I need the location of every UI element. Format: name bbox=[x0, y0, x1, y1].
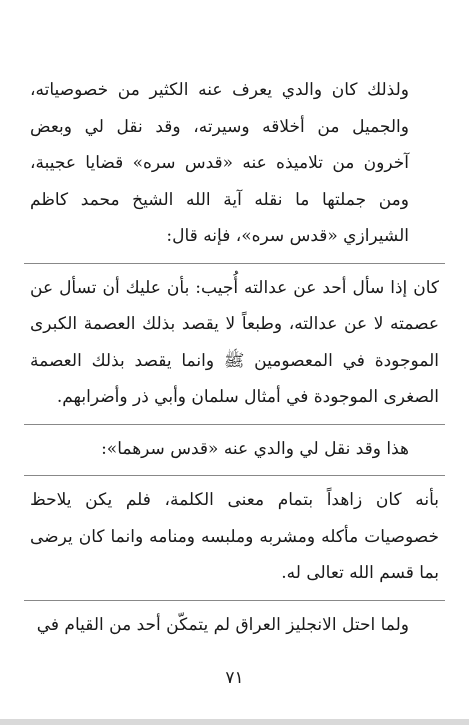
paragraph: ولذلك كان والدي يعرف عنه الكثير من خصوصياته، والجميل من أخلاقه وسيرته، وقد نقل لي وبعض آخرون من تلاميذه عنه «قدس سره» قضايا عجيبة، ومن جملتها ما نقله آية الله الشيخ محمد كاظم الشيرازي «قدس سره»، فإنه قال: bbox=[30, 80, 409, 246]
body-text bbox=[30, 72, 439, 643]
page-bottom-edge bbox=[0, 719, 469, 725]
paragraph: كان إذا سأل أحد عن عدالته أُجيب: بأن عليك أن تسأل عن عصمته لا عن عدالته، وطبعاً لا يقصد بذلك العصمة الكبرى الموجودة في المعصومين ﷺ وانما يقصد بذلك العصمة الصغرى الموجودة في أمثال سلمان وأبي ذر وأضرابهم. bbox=[30, 277, 439, 407]
separator-line bbox=[24, 263, 445, 264]
page-number: ٧١ bbox=[225, 668, 244, 688]
paragraph: ولما احتل الانجليز العراق لم يتمكّن أحد من القيام في bbox=[36, 614, 409, 635]
separator-line bbox=[24, 424, 445, 425]
separator-line bbox=[24, 600, 445, 601]
paragraph: هذا وقد نقل لي والدي عنه «قدس سرهما»: bbox=[101, 438, 409, 459]
paragraph: بأنه كان زاهداً بتمام معنى الكلمة، فلم يكن يلاحظ خصوصيات مأكله ومشربه وملبسه ومنامه وانما كان يرضى بما قسم الله تعالى له. bbox=[30, 490, 439, 583]
separator-line bbox=[24, 475, 445, 476]
